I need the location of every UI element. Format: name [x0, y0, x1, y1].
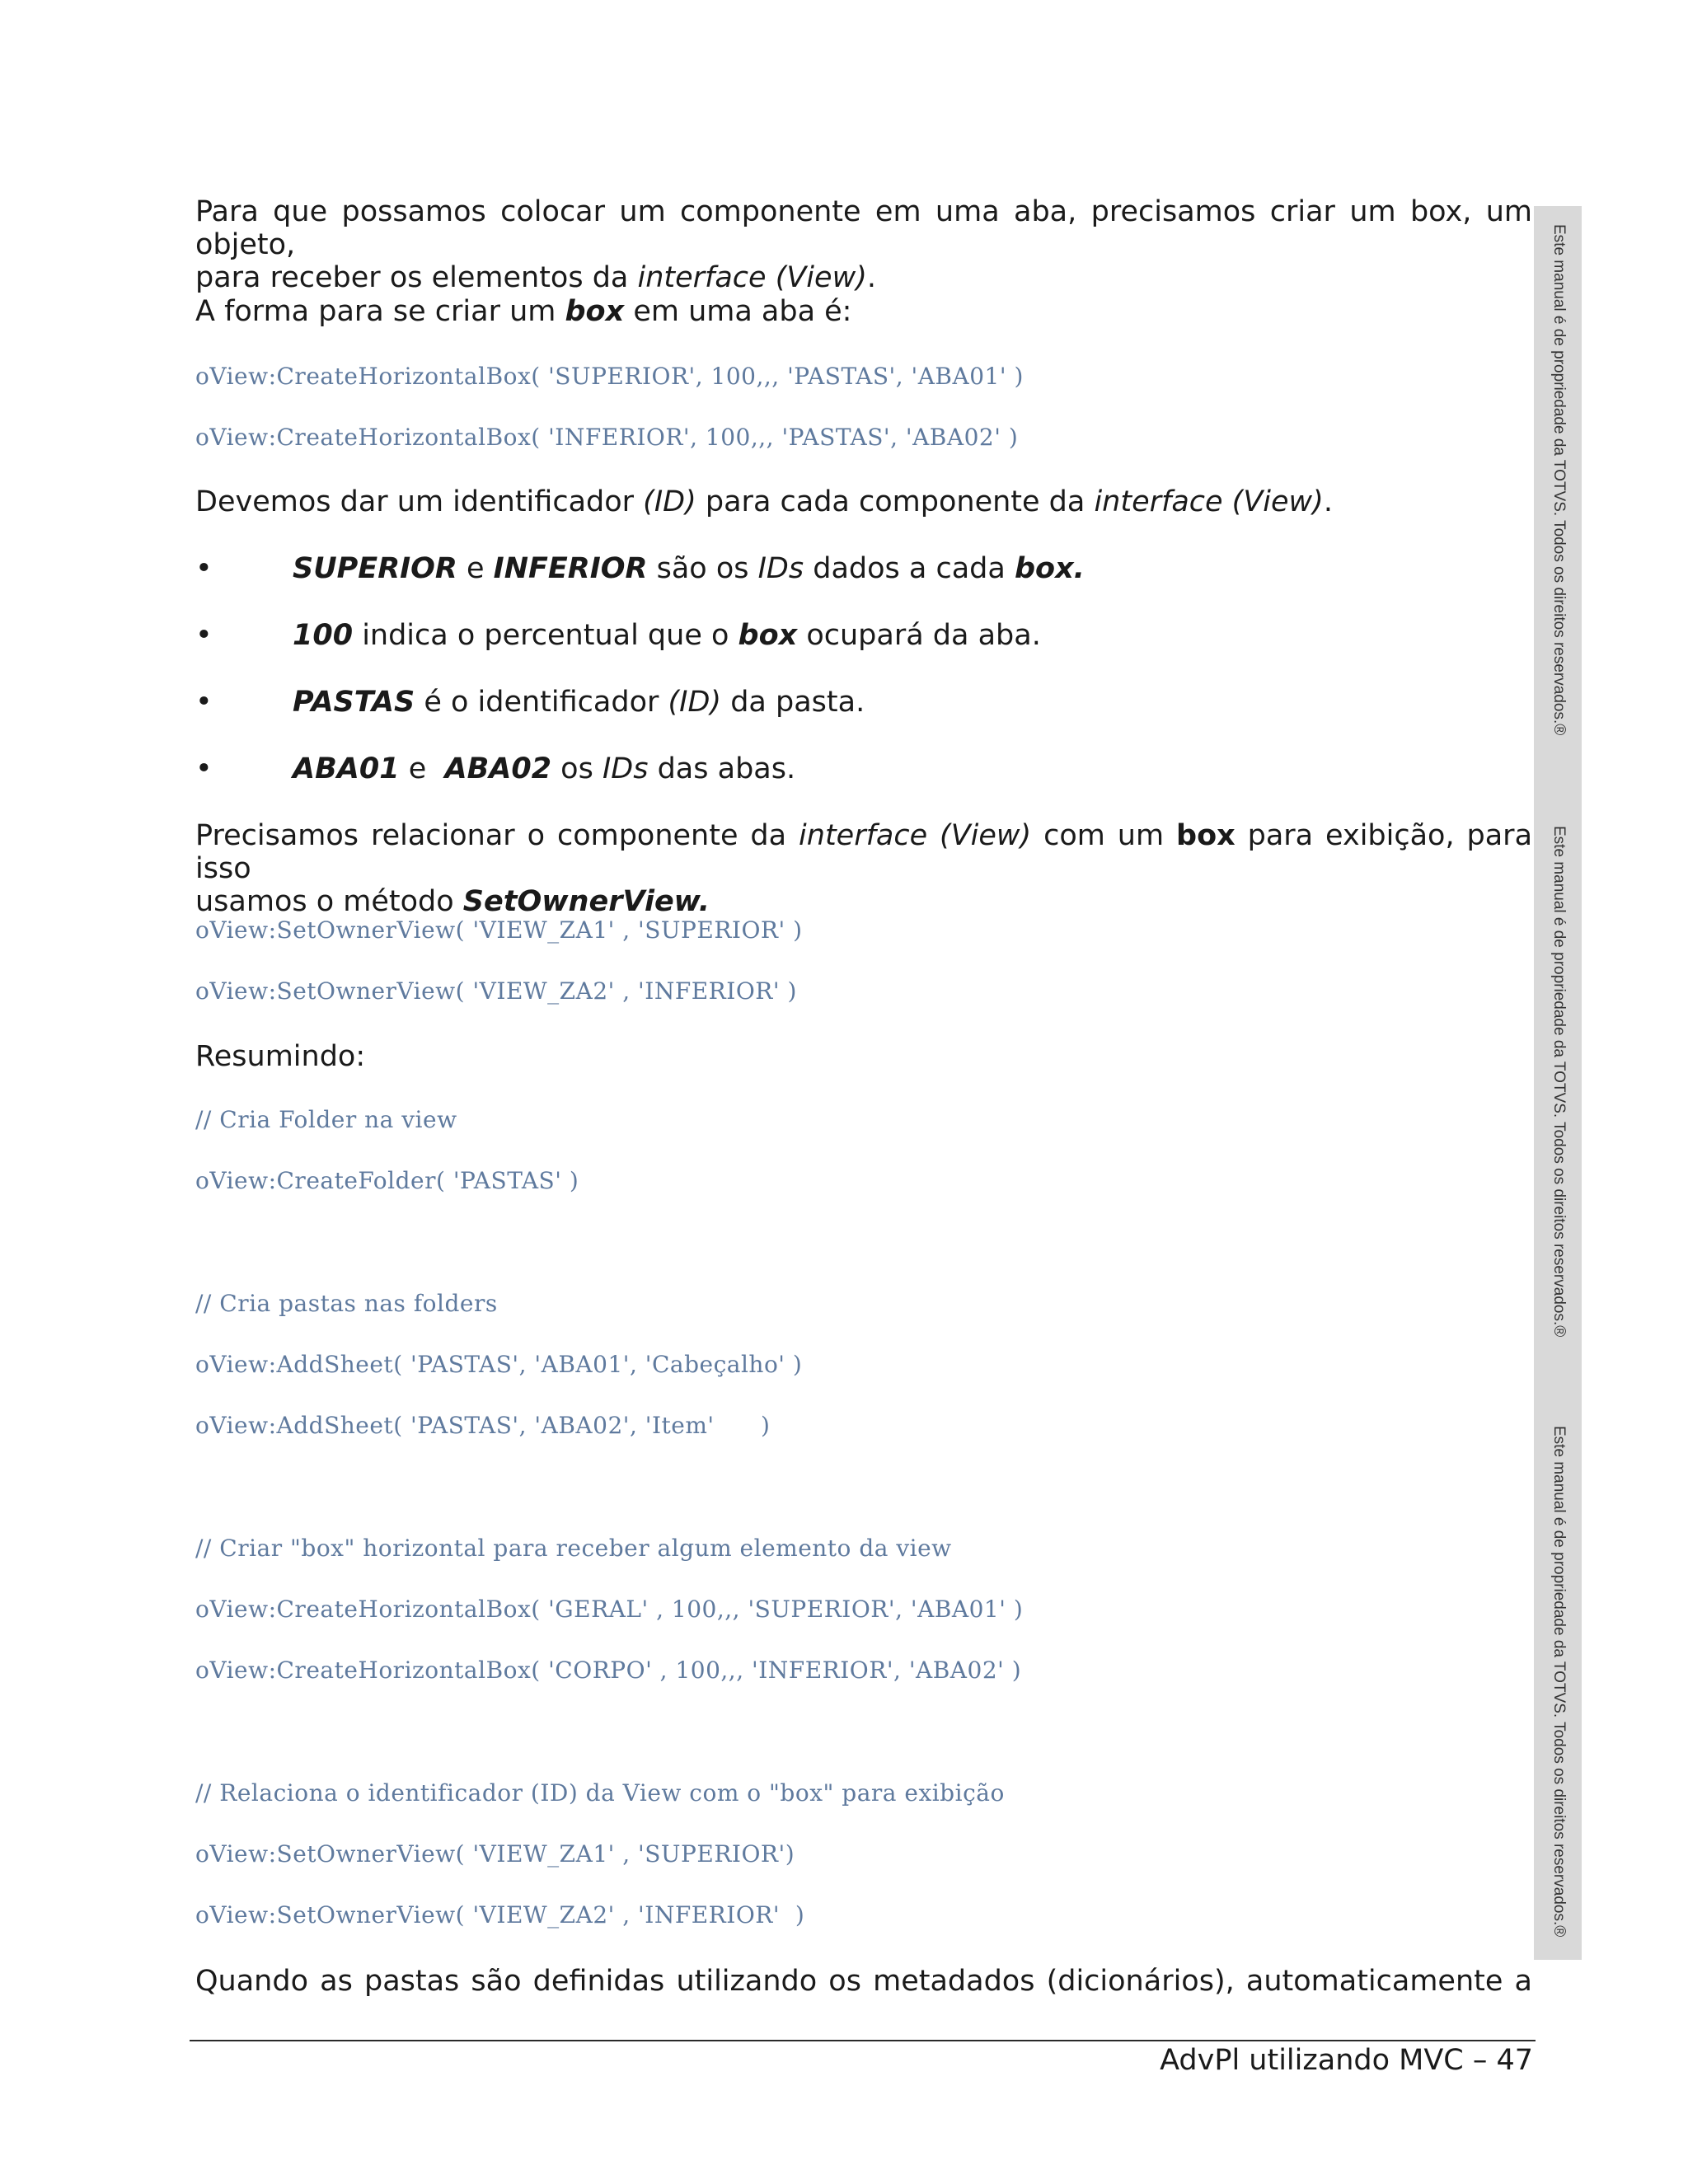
bullet-plain: da pasta. [721, 686, 865, 719]
box-intro-text: A forma para se criar um [195, 295, 565, 328]
bullet-text [293, 619, 1041, 652]
relate-line-2 [195, 885, 1532, 918]
intro-line-2-emphasis: interface (View) [637, 261, 867, 294]
bullet-italic: IDs [602, 752, 649, 785]
bullet-italic: (ID) [668, 686, 722, 719]
code-comment: // Relaciona o identificador (ID) da View com o "box" para exibição [195, 1779, 1005, 1807]
intro-line-1: Para que possamos colocar um componente em uma aba, precisamos criar um box, um objeto, [195, 195, 1532, 261]
bullet-bold: INFERIOR [493, 552, 648, 585]
code-line: oView:SetOwnerView( 'VIEW_ZA1' , 'SUPERIOR') [195, 1840, 795, 1868]
id-emphasis: (ID) [643, 485, 696, 518]
id-text: . [1323, 485, 1333, 518]
id-paragraph [195, 485, 1333, 518]
box-intro-paragraph [195, 295, 851, 328]
intro-line-2-end: . [866, 261, 876, 294]
bullet-dot: • [195, 752, 213, 785]
sidebar-text: Este manual é de propriedade da TOTVS. Todos os direitos reservados.® [1550, 1426, 1568, 1938]
relate-paragraph [195, 819, 1532, 918]
code-line: oView:SetOwnerView( 'VIEW_ZA2' , 'INFERIOR' ) [195, 977, 797, 1005]
summary-label: Resumindo: [195, 1040, 366, 1073]
intro-line-2 [195, 261, 1532, 294]
relate-line-1 [195, 819, 1532, 885]
id-text: Devemos dar um identificador [195, 485, 644, 518]
box-intro-keyword: box [565, 295, 625, 328]
bullet-plain: indica o percentual que o [353, 619, 738, 652]
code-line: oView:CreateHorizontalBox( 'INFERIOR', 100,,, 'PASTAS', 'ABA02' ) [195, 424, 1019, 451]
sidebar-text: Este manual é de propriedade da TOTVS. Todos os direitos reservados.® [1550, 826, 1568, 1338]
sidebar-text: Este manual é de propriedade da TOTVS. Todos os direitos reservados.® [1550, 224, 1568, 736]
code-line: oView:AddSheet( 'PASTAS', 'ABA01', 'Cabeçalho' ) [195, 1351, 803, 1378]
id-emphasis: interface (View) [1094, 485, 1324, 518]
footer-divider [190, 2040, 1536, 2041]
bullet-dot: • [195, 619, 213, 652]
relate-text: com um [1031, 819, 1177, 852]
box-intro-text-end: em uma aba é: [624, 295, 852, 328]
bullet-bold: SUPERIOR [293, 552, 457, 585]
bullet-bold: box. [1014, 552, 1085, 585]
bullet-plain: das abas. [648, 752, 796, 785]
copyright-sidebar [1534, 206, 1582, 1960]
relate-text: usamos o método [195, 885, 463, 918]
bullet-dot: • [195, 686, 213, 719]
intro-line-2-text: para receber os elementos da [195, 261, 638, 294]
bullet-text [293, 686, 865, 719]
code-comment: // Cria pastas nas folders [195, 1290, 498, 1317]
code-line: oView:CreateFolder( 'PASTAS' ) [195, 1167, 579, 1194]
bullet-bold: ABA01 [293, 752, 400, 785]
final-paragraph: Quando as pastas são definidas utilizando os metadados (dicionários), automaticamente a [195, 1965, 1532, 1998]
relate-emphasis: interface (View) [799, 819, 1032, 852]
bullet-plain: e [399, 752, 445, 785]
bullet-italic: IDs [757, 552, 804, 585]
code-line: oView:SetOwnerView( 'VIEW_ZA2' , 'INFERIOR' ) [195, 1901, 805, 1929]
bullet-plain: é o identificador [415, 686, 668, 719]
bullet-plain: ocupará da aba. [797, 619, 1041, 652]
code-line: oView:CreateHorizontalBox( 'GERAL' , 100,,, 'SUPERIOR', 'ABA01' ) [195, 1596, 1024, 1623]
bullet-bold: PASTAS [293, 686, 415, 719]
intro-paragraph [195, 195, 1532, 294]
relate-method: SetOwnerView. [462, 885, 710, 918]
bullet-plain: são os [647, 552, 758, 585]
bullet-plain: e [457, 552, 494, 585]
id-text: para cada componente da [696, 485, 1095, 518]
bullet-plain: dados a cada [804, 552, 1015, 585]
bullet-text [293, 552, 1085, 585]
bullet-bold: ABA02 [444, 752, 552, 785]
code-line: oView:SetOwnerView( 'VIEW_ZA1' , 'SUPERIOR' ) [195, 916, 803, 944]
relate-bold: box [1176, 819, 1236, 852]
bullet-plain: os [551, 752, 603, 785]
page-footer: AdvPl utilizando MVC – 47 [1160, 2044, 1533, 2077]
bullet-dot: • [195, 552, 213, 585]
bullet-bold: box [738, 619, 798, 652]
relate-text: Precisamos relacionar o componente da [195, 819, 799, 852]
code-line: oView:CreateHorizontalBox( 'SUPERIOR', 100,,, 'PASTAS', 'ABA01' ) [195, 363, 1024, 390]
code-line: oView:AddSheet( 'PASTAS', 'ABA02', 'Item' ) [195, 1412, 771, 1439]
code-comment: // Criar "box" horizontal para receber algum elemento da view [195, 1535, 952, 1562]
relate-text: para exibição, para isso [195, 819, 1533, 885]
bullet-text [293, 752, 795, 785]
code-comment: // Cria Folder na view [195, 1106, 457, 1133]
code-line: oView:CreateHorizontalBox( 'CORPO' , 100,,, 'INFERIOR', 'ABA02' ) [195, 1657, 1022, 1684]
bullet-bold: 100 [293, 619, 354, 652]
